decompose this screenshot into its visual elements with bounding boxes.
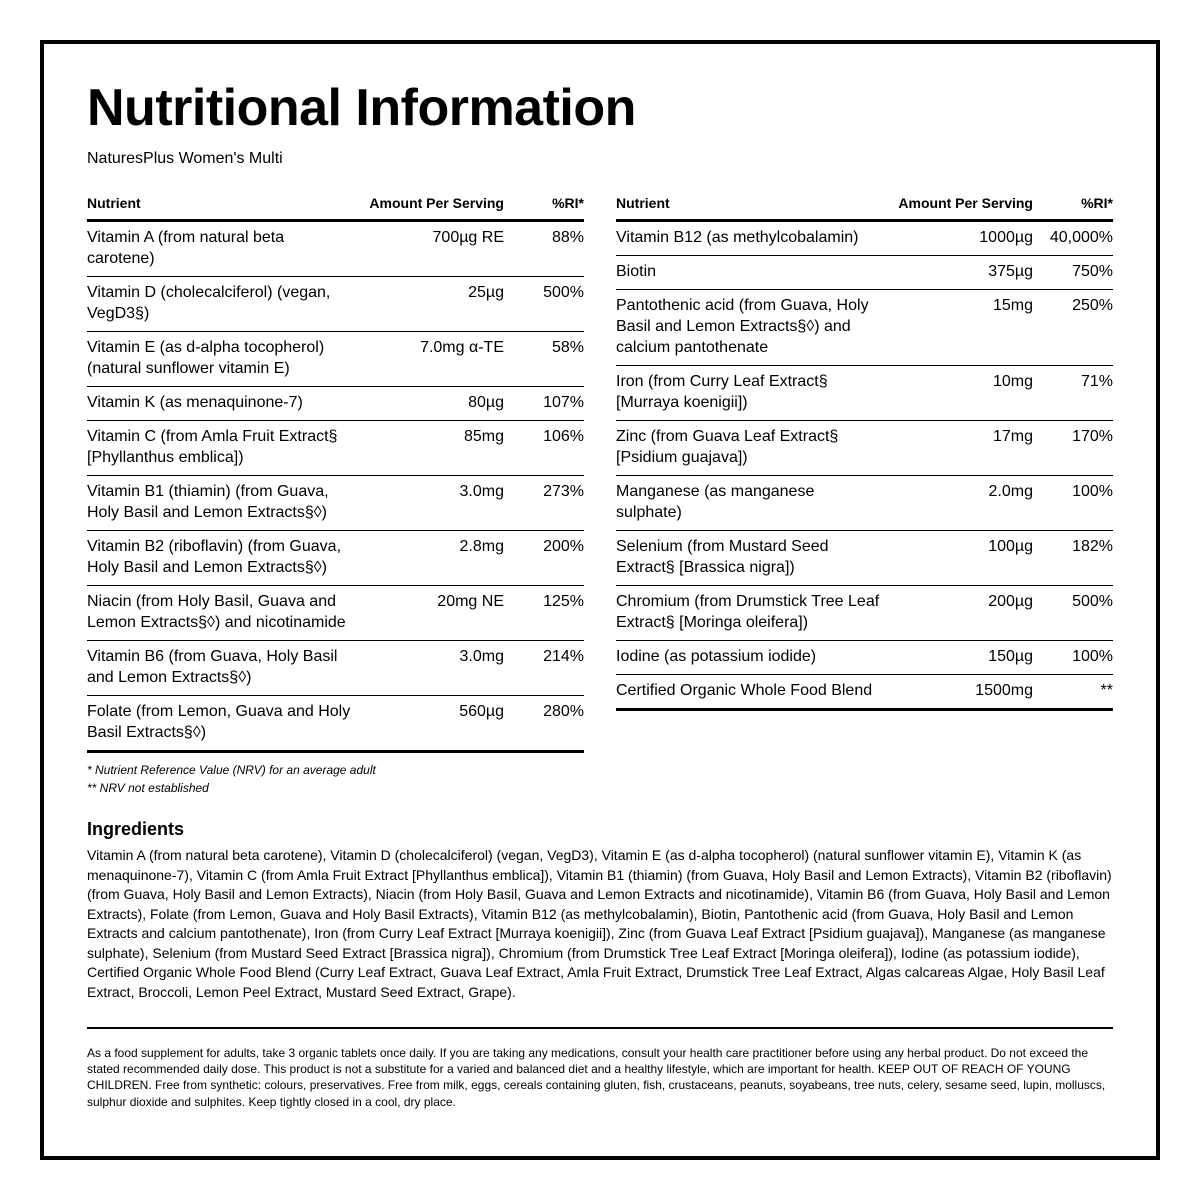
directions-text: As a food supplement for adults, take 3 organic tablets once daily. If you are taking any medications, consult your health care practitioner before using any herbal product. Do not exceed the stated recommended daily dose. This product is not a substitute for a varied and balanced diet and a healthy lifestyle, which are important for health. KEEP OUT OF REACH OF YOUNG CHILDREN. Free from synthetic: colours, preservatives. Free from milk, eggs, cereals containing gluten, fish, crustaceans, peanuts, soyabeans, tree nuts, celery, sesame seed, lupin, molluscs, sulphur dioxide and sulphites. Keep tightly closed in a cool, dry place. [87,1046,1106,1109]
table-row [616,531,1113,586]
nutrient-name: Selenium (from Mustard Seed Extract§ [Brassica nigra]) [616,538,829,576]
amount-per-serving: 17mg [992,428,1033,445]
table-row [616,586,1113,641]
nutrient-name: Vitamin B2 (riboflavin) (from Guava, Holy Basil and Lemon Extracts§◊) [87,538,342,576]
table-row [87,387,584,421]
page-title: Nutritional Information [87,79,636,137]
amount-per-serving: 2.0mg [988,483,1033,500]
amount-per-serving: 15mg [992,297,1033,314]
ingredients-text: Vitamin A (from natural beta carotene), Vitamin D (cholecalciferol) (vegan, VegD3), Vitamin E (as d-alpha tocopherol) (natural sunflower vitamin E), Vitamin K (as menaquinone-7), Vitamin C (from Amla Fruit Extract [Phyllanthus emblica]), Vitamin B1 (thiamin) (from Guava, Holy Basil and Lemon Extracts), Vitamin B2 (riboflavin) (from Guava, Holy Basil and Lemon Extracts), Niacin (from Holy Basil, Guava and Lemon Extracts and nicotinamide), Vitamin B6 (from Guava, Holy Basil and Lemon Extracts), Folate (from Lemon, Guava and Holy Basil Extracts), Vitamin B12 (as methylcobalamin), Biotin, Pantothenic acid (from Guava, Holy Basil and Lemon Extracts and calcium pantothenate), Iron (from Curry Leaf Extract [Murraya koenigii]), Zinc (from Guava Leaf Extract [Psidium guajava]), Manganese (as manganese sulphate), Selenium (from Mustard Seed Extract [Brassica nigra]), Chromium (from Drumstick Tree Leaf Extract [Moringa oleifera]), Iodine (as potassium iodide), Certified Organic Whole Food Blend (Curry Leaf Extract, Guava Leaf Extract, Amla Fruit Extract, Drumstick Tree Leaf Extract, Algas calcareas Algae, Holy Basil Leaf Extract, Broccoli, Lemon Peel Extract, Mustard Seed Extract, Grape). [87,847,1112,1000]
amount-per-serving: 700µg RE [432,229,504,246]
amount-per-serving: 560µg [459,703,504,720]
table-row [87,696,584,753]
table-row [87,277,584,332]
table-row [87,641,584,696]
divider [87,1027,1113,1029]
table-row [616,675,1113,711]
table-row [616,641,1113,675]
footnotes [87,761,376,797]
table-row [616,222,1113,256]
amount-per-serving: 7.0mg α-TE [420,339,504,356]
amount-per-serving: 2.8mg [459,538,504,555]
ri-percent: ** [1100,682,1113,699]
table-row [87,421,584,476]
table-row [616,290,1113,366]
amount-per-serving: 25µg [468,284,504,301]
footnote-nrv: * Nutrient Reference Value (NRV) for an average adult [87,763,376,777]
nutrient-name: Zinc (from Guava Leaf Extract§ [Psidium guajava]) [616,428,839,466]
amount-per-serving: 375µg [988,263,1033,280]
nutrient-name: Vitamin A (from natural beta carotene) [87,229,285,267]
nutrient-name: Folate (from Lemon, Guava and Holy Basil Extracts§◊) [87,703,351,741]
header-nutrient: Nutrient [87,195,141,211]
ri-percent: 58% [551,339,584,356]
ri-percent: 100% [1072,483,1113,500]
nutrient-name: Vitamin D (cholecalciferol) (vegan, VegD3§) [87,284,331,322]
amount-per-serving: 1000µg [979,229,1033,246]
table-row [87,332,584,387]
ri-percent: 125% [543,593,584,610]
amount-per-serving: 150µg [988,648,1033,665]
ri-percent: 500% [1072,593,1113,610]
footnote-nrv-not-established: ** NRV not established [87,781,209,795]
ri-percent: 106% [543,428,584,445]
table-body [87,222,584,753]
nutrient-name: Iron (from Curry Leaf Extract§ [Murraya koenigii]) [616,373,828,411]
product-name: NaturesPlus Women's Multi [87,150,283,167]
amount-per-serving: 3.0mg [459,648,504,665]
ri-percent: 40,000% [1049,229,1113,246]
nutrient-name: Pantothenic acid (from Guava, Holy Basil and Lemon Extracts§◊) and calcium pantothenate [616,297,869,356]
header-ri: %RI* [552,195,584,211]
header-amount: Amount Per Serving [898,195,1033,211]
amount-per-serving: 20mg NE [437,593,504,610]
ri-percent: 200% [543,538,584,555]
table-row [616,421,1113,476]
ri-percent: 88% [551,229,584,246]
nutrient-name: Vitamin B6 (from Guava, Holy Basil and Lemon Extracts§◊) [87,648,338,686]
nutrient-name: Vitamin C (from Amla Fruit Extract§ [Phyllanthus emblica]) [87,428,338,466]
ri-percent: 750% [1072,263,1113,280]
ri-percent: 273% [543,483,584,500]
header-amount: Amount Per Serving [369,195,504,211]
table-row [87,531,584,586]
nutrient-name: Vitamin E (as d-alpha tocopherol) (natural sunflower vitamin E) [87,339,325,377]
nutrient-name: Certified Organic Whole Food Blend [616,682,873,699]
ri-percent: 107% [543,394,584,411]
ri-percent: 214% [543,648,584,665]
amount-per-serving: 200µg [988,593,1033,610]
amount-per-serving: 100µg [988,538,1033,555]
nutrient-name: Iodine (as potassium iodide) [616,648,817,665]
nutrient-name: Chromium (from Drumstick Tree Leaf Extract§ [Moringa oleifera]) [616,593,880,631]
ri-percent: 250% [1072,297,1113,314]
ri-percent: 182% [1072,538,1113,555]
table-row [616,256,1113,290]
nutrient-name: Manganese (as manganese sulphate) [616,483,815,521]
ingredients-heading: Ingredients [87,819,185,839]
amount-per-serving: 85mg [463,428,504,445]
nutrient-name: Vitamin B12 (as methylcobalamin) [616,229,859,246]
amount-per-serving: 80µg [468,394,504,411]
header-nutrient: Nutrient [616,195,670,211]
ri-percent: 170% [1072,428,1113,445]
table-row [87,476,584,531]
table-header [616,192,1113,222]
nutrient-name: Vitamin B1 (thiamin) (from Guava, Holy Basil and Lemon Extracts§◊) [87,483,329,521]
nutrient-table-right [616,192,1113,711]
nutrient-name: Vitamin K (as menaquinone-7) [87,394,303,411]
table-row [616,476,1113,531]
ri-percent: 100% [1072,648,1113,665]
table-row [87,586,584,641]
amount-per-serving: 3.0mg [459,483,504,500]
table-body [616,222,1113,711]
table-row [616,366,1113,421]
ri-percent: 500% [543,284,584,301]
amount-per-serving: 10mg [992,373,1033,390]
nutrient-table-left [87,192,584,753]
header-ri: %RI* [1081,195,1113,211]
table-row [87,222,584,277]
nutrient-name: Biotin [616,263,657,280]
ri-percent: 71% [1080,373,1113,390]
amount-per-serving: 1500mg [975,682,1033,699]
ri-percent: 280% [543,703,584,720]
nutrient-name: Niacin (from Holy Basil, Guava and Lemon Extracts§◊) and nicotinamide [87,593,346,631]
table-header [87,192,584,222]
